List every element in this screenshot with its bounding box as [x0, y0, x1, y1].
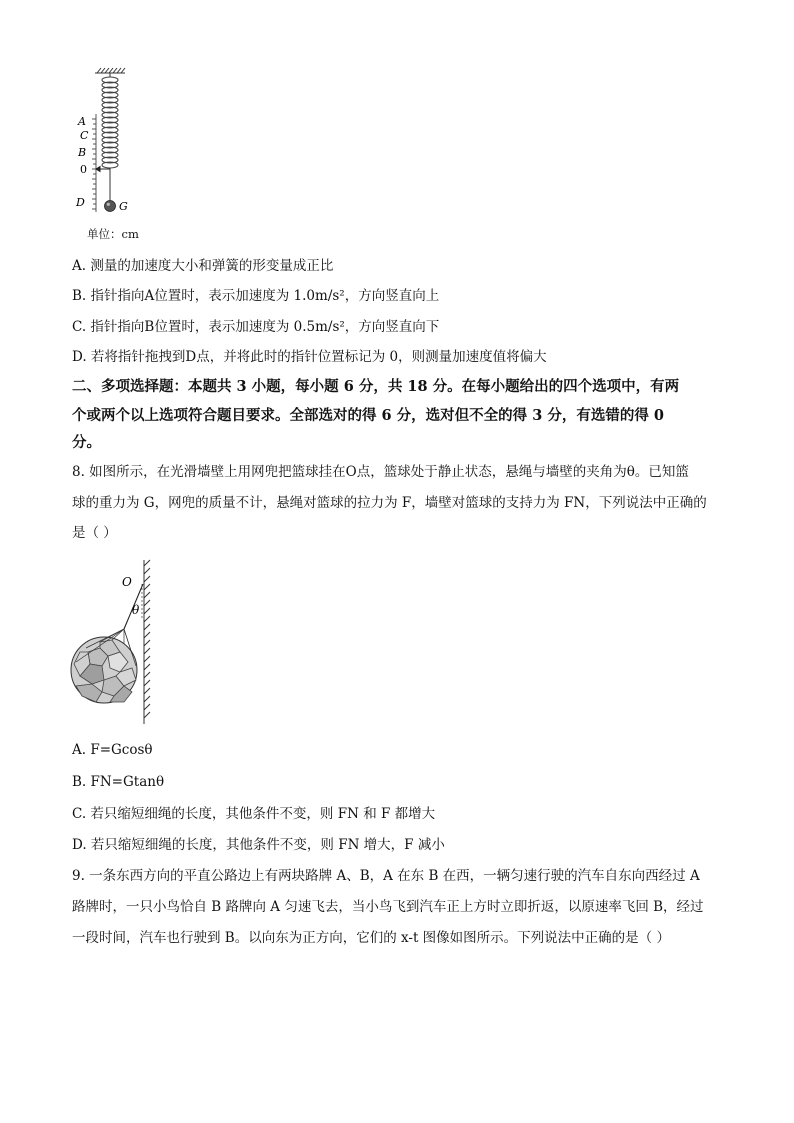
label-zero: 0 [80, 163, 87, 176]
label-B: B [78, 146, 87, 159]
q8-option-a: A. F=Gcosθ [72, 742, 153, 758]
label-D: D [76, 196, 85, 209]
label-G: G [119, 200, 128, 213]
q7-option-a: A. 测量的加速度大小和弹簧的形变量成正比 [72, 258, 334, 274]
q7-option-d: D. 若将指针拖拽到D点，并将此时的指针位置标记为 0，则测量加速度值将偏大 [72, 349, 547, 365]
q8-stem-line-3: 是（ ） [72, 525, 117, 541]
section-heading-line-2: 个或两个以上选项符合题目要求。全部选对的得 6 分，选对但不全的得 3 分，有选错的得 0 [72, 407, 665, 424]
scale-ruler [92, 114, 96, 212]
label-C: C [80, 129, 89, 142]
q9-stem-line-1: 9. 一条东西方向的平直公路边上有两块路牌 A、B，A 在东 B 在西，一辆匀速行驶的汽车自东向西经过 A [72, 868, 700, 884]
ceiling-hatch [95, 68, 125, 73]
label-O: O [122, 575, 132, 589]
label-theta: θ [132, 603, 140, 617]
q8-option-c: C. 若只缩短细绳的长度，其他条件不变，则 FN 和 F 都增大 [72, 806, 436, 822]
q9-stem-line-3: 一段时间，汽车也行驶到 B。以向东为正方向，它们的 x-t 图像如图所示。下列说法中正确的是（ ） [72, 930, 670, 946]
wall-hatch [144, 560, 150, 724]
basketball-figure [66, 556, 166, 728]
q9-stem-line-2: 路牌时，一只小鸟恰自 B 路牌向 A 匀速飞去，当小鸟飞到汽车正上方时立即折返，以原速率飞回 B，经过 [72, 899, 704, 915]
q8-option-b: B. FN=Gtanθ [72, 774, 165, 790]
label-A: A [78, 115, 86, 128]
q8-stem-line-1: 8. 如图所示，在光滑墙壁上用网兜把篮球挂在O点，篮球处于静止状态，悬绳与墙壁的夹角为θ。已知篮 [72, 464, 689, 480]
section-heading-line-1: 二、多项选择题：本题共 3 小题，每小题 6 分，共 18 分。在每小题给出的四个选项中，有两 [72, 378, 680, 395]
q7-option-b: B. 指针指向A位置时，表示加速度为 1.0m/s²，方向竖直向上 [72, 288, 440, 304]
unit-caption: 单位：cm [87, 227, 139, 241]
spring-coil [102, 73, 118, 202]
q7-option-c: C. 指针指向B位置时，表示加速度为 0.5m/s²，方向竖直向下 [72, 319, 440, 335]
section-heading-line-3: 分。 [72, 434, 101, 451]
weight-ball [105, 201, 116, 212]
q8-option-d: D. 若只缩短细绳的长度，其他条件不变，则 FN 增大，F 减小 [72, 837, 445, 853]
q8-stem-line-2: 球的重力为 G，网兜的质量不计，悬绳对篮球的拉力为 F，墙壁对篮球的支持力为 FN，下列说法中正确的 [72, 495, 707, 511]
spring-accelerometer-figure [70, 64, 160, 220]
